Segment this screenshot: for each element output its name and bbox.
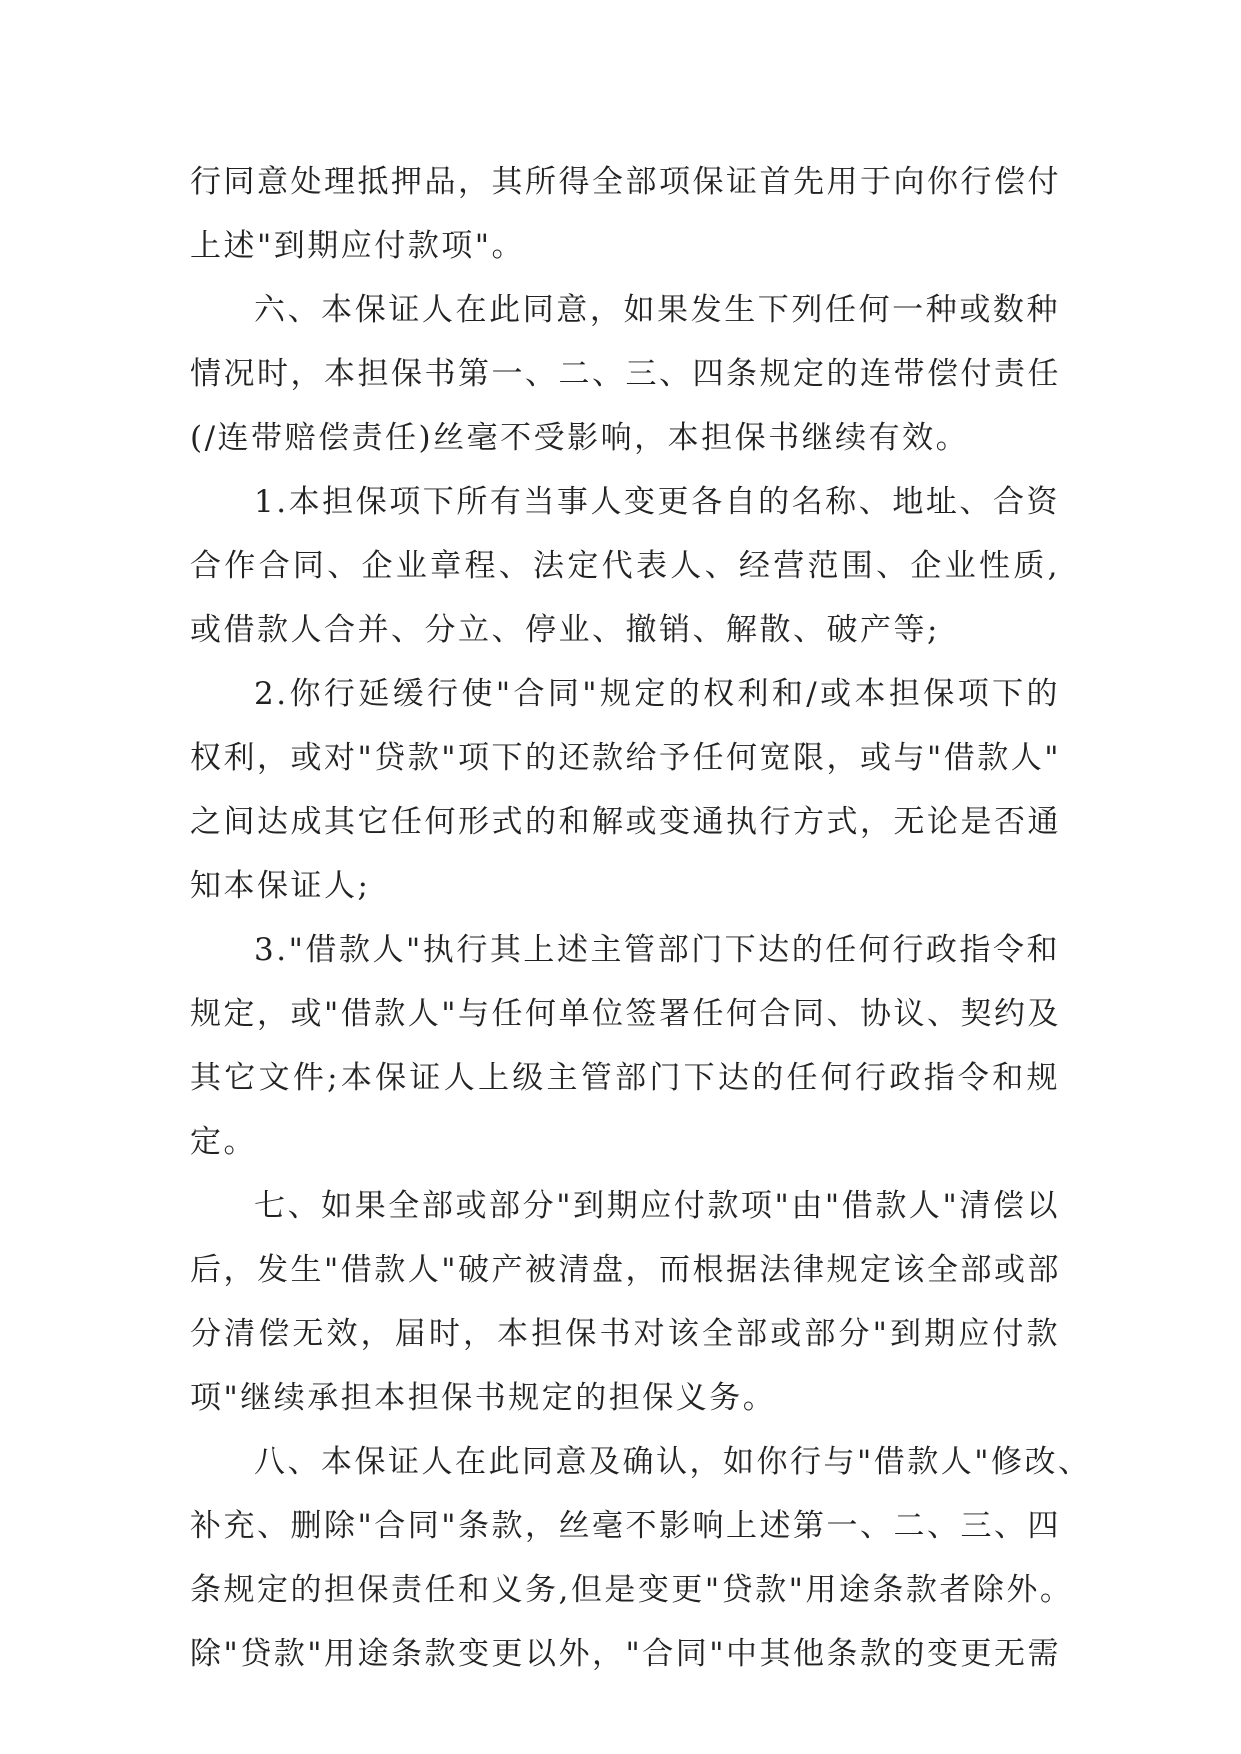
text-line: 其它文件;本保证人上级主管部门下达的任何行政指令和规 xyxy=(190,1060,1060,1096)
text-line: 知本保证人; xyxy=(190,868,371,904)
text-line: 后，发生"借款人"破产被清盘，而根据法律规定该全部或部 xyxy=(190,1252,1062,1288)
text-line: 规定，或"借款人"与任何单位签署任何合同、协议、契约及 xyxy=(190,996,1062,1032)
text-line: 或借款人合并、分立、停业、撤销、解散、破产等; xyxy=(190,612,940,648)
text-line: 情况时，本担保书第一、二、三、四条规定的连带偿付责任 xyxy=(190,356,1061,392)
text-line: 1.本担保项下所有当事人变更各自的名称、地址、合资 xyxy=(254,484,1060,520)
text-line: (/连带赔偿责任)丝毫不受影响，本担保书继续有效。 xyxy=(190,420,970,456)
text-line: 除"贷款"用途条款变更以外，"合同"中其他条款的变更无需 xyxy=(190,1636,1062,1672)
text-line: 条规定的担保责任和义务,但是变更"贷款"用途条款者除外。 xyxy=(190,1572,1074,1608)
text-line: 上述"到期应付款项"。 xyxy=(190,228,526,264)
text-line: 六、本保证人在此同意，如果发生下列任何一种或数种 xyxy=(254,292,1060,328)
text-line: 定。 xyxy=(190,1124,257,1160)
text-line: 2.你行延缓行使"合同"规定的权利和/或本担保项下的 xyxy=(254,676,1060,712)
text-line: 八、本保证人在此同意及确认，如你行与"借款人"修改、 xyxy=(254,1444,1092,1480)
text-line: 项"继续承担本担保书规定的担保义务。 xyxy=(190,1380,777,1416)
text-line: 行同意处理抵押品，其所得全部项保证首先用于向你行偿付 xyxy=(190,164,1061,200)
text-line: 补充、删除"合同"条款，丝毫不影响上述第一、二、三、四 xyxy=(190,1508,1062,1544)
document-body xyxy=(190,150,1092,1686)
text-line: 之间达成其它任何形式的和解或变通执行方式，无论是否通 xyxy=(190,804,1061,840)
text-line: 3."借款人"执行其上述主管部门下达的任何行政指令和 xyxy=(254,932,1060,968)
text-line: 合作合同、企业章程、法定代表人、经营范围、企业性质, xyxy=(190,548,1060,584)
text-line: 分清偿无效，届时，本担保书对该全部或部分"到期应付款 xyxy=(190,1316,1060,1352)
text-line: 权利，或对"贷款"项下的还款给予任何宽限，或与"借款人" xyxy=(190,740,1062,776)
text-line: 七、如果全部或部分"到期应付款项"由"借款人"清偿以 xyxy=(254,1188,1060,1224)
